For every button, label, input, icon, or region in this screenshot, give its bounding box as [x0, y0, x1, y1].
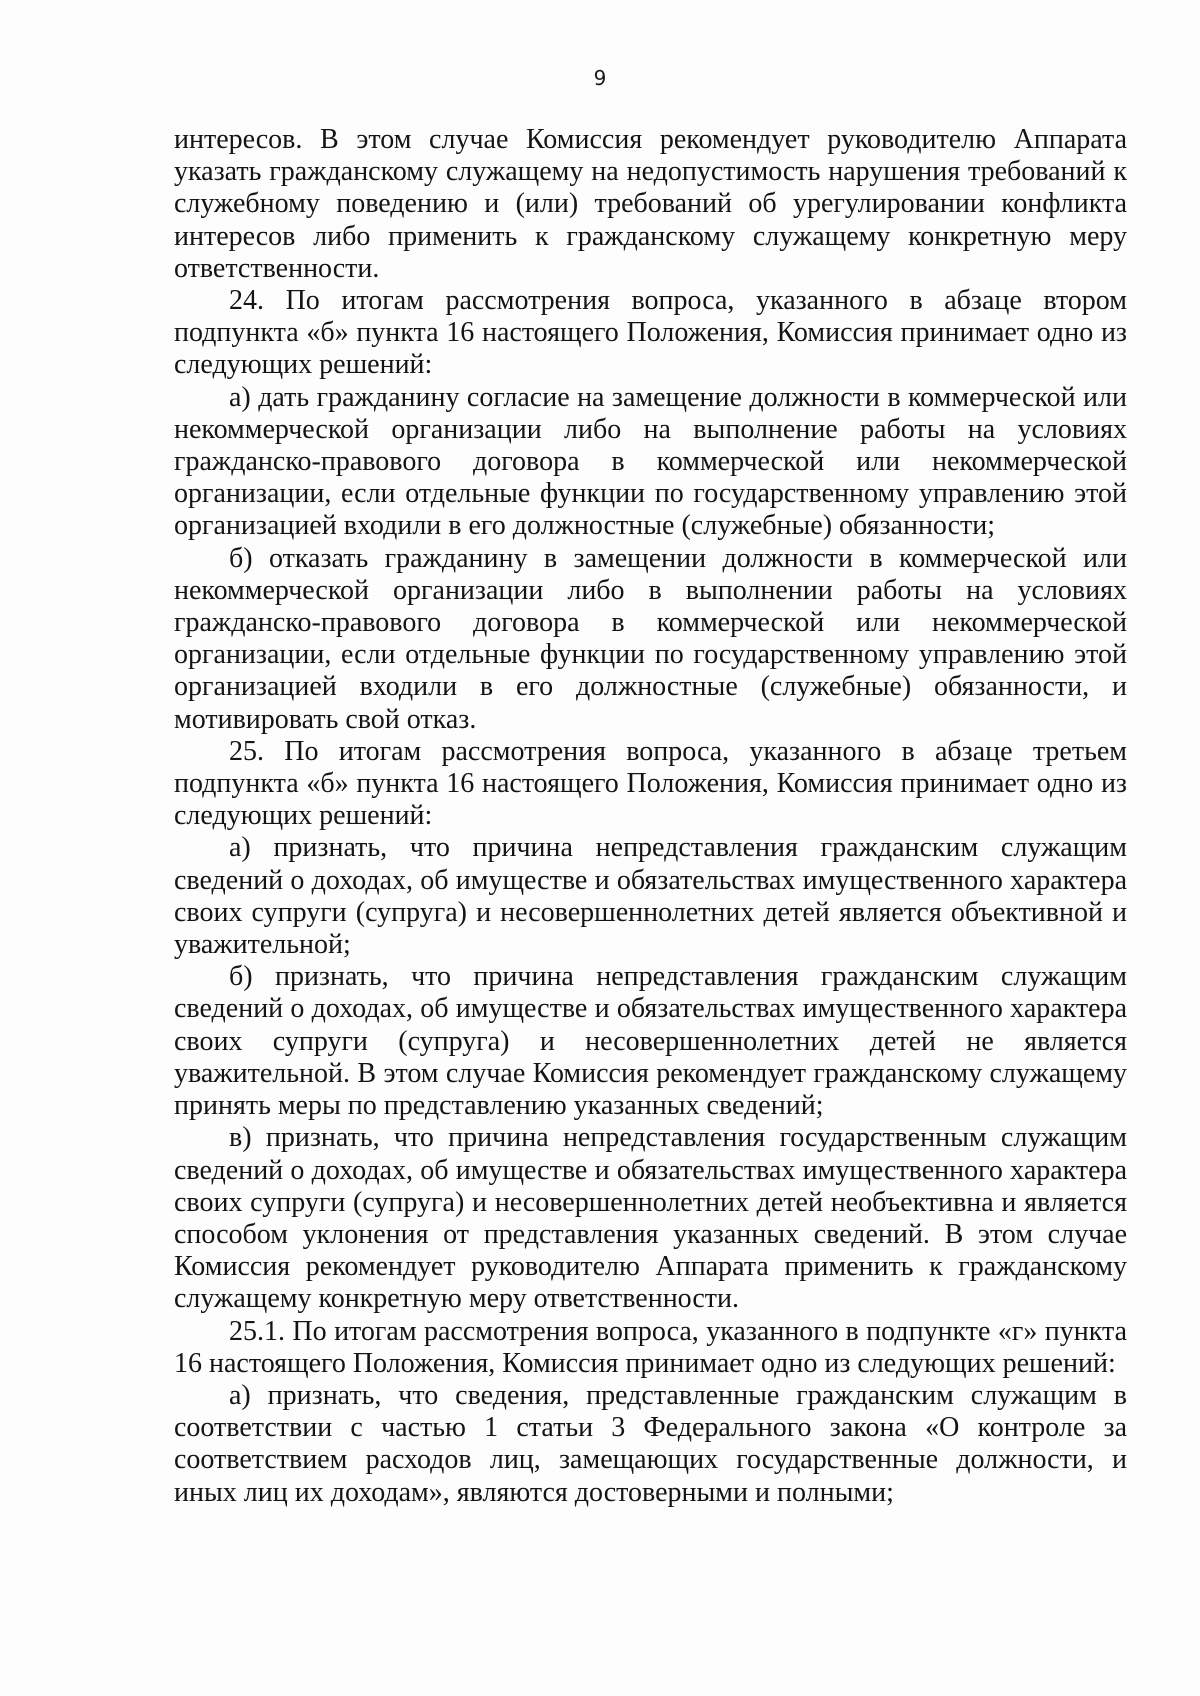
paragraph-25-b: б) признать, что причина непредставления гражданским служащим сведений о доходах, об имуществе и обязательствах имущественного характера своих супруги (супруга) и несовершеннолетних детей не является уважительной. В этом случае Комиссия рекомендует гражданскому служащему принять меры по представлению указанных сведений;	[174, 961, 1127, 1122]
paragraph-25-a: а) признать, что причина непредставления гражданским служащим сведений о доходах, об имуществе и обязательствах имущественного характера своих супруги (супруга) и несовершеннолетних детей является объективной и уважительной;	[174, 832, 1127, 961]
paragraph-item-25: 25. По итогам рассмотрения вопроса, указанного в абзаце третьем подпункта «б» пункта 16 настоящего Положения, Комиссия принимает одно из следующих решений:	[174, 735, 1127, 832]
page-number: 9	[593, 66, 607, 90]
document-body	[174, 124, 1127, 1509]
paragraph-25-1-a: а) признать, что сведения, представленные гражданским служащим в соответствии с частью 1 статьи 3 Федерального закона «О контроле за соответствием расходов лиц, замещающих государственные должности, и иных лиц их доходам», являются достоверными и полными;	[174, 1379, 1127, 1508]
paragraph-24-b: б) отказать гражданину в замещении должности в коммерческой или некоммерческой организации либо в выполнении работы на условиях гражданско-правового договора в коммерческой или некоммерческой организации, если отдельные функции по государственному управлению этой организацией входили в его должностные (служебные) обязанности, и мотивировать свой отказ.	[174, 542, 1127, 735]
paragraph-25-v: в) признать, что причина непредставления государственным служащим сведений о доходах, об имуществе и обязательствах имущественного характера своих супруги (супруга) и несовершеннолетних детей необъективна и является способом уклонения от представления указанных сведений. В этом случае Комиссия рекомендует руководителю Аппарата применить к гражданскому служащему конкретную меру ответственности.	[174, 1122, 1127, 1315]
paragraph-item-24: 24. По итогам рассмотрения вопроса, указанного в абзаце втором подпункта «б» пункта 16 настоящего Положения, Комиссия принимает одно из следующих решений:	[174, 285, 1127, 381]
paragraph-24-a: а) дать гражданину согласие на замещение должности в коммерческой или некоммерческой организации либо на выполнение работы на условиях гражданско-правового договора в коммерческой или некоммерческой организации, если отдельные функции по государственному управлению этой организацией входили в его должностные (служебные) обязанности;	[174, 381, 1127, 542]
paragraph-continuation: интересов. В этом случае Комиссия рекомендует руководителю Аппарата указать гражданскому служащему на недопустимость нарушения требований к служебному поведению и (или) требований об урегулировании конфликта интересов либо применить к гражданскому служащему конкретную меру ответственности.	[174, 124, 1127, 284]
paragraph-item-25-1: 25.1. По итогам рассмотрения вопроса, указанного в подпункте «г» пункта 16 настоящего Положения, Комиссия принимает одно из следующих решений:	[174, 1315, 1127, 1379]
